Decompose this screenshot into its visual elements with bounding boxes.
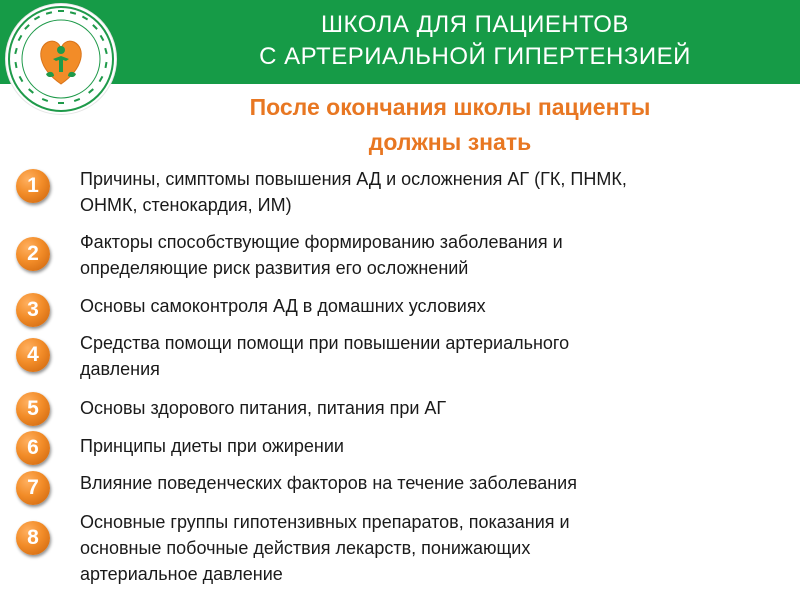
number-badge: 4 xyxy=(16,338,50,372)
list-item-text xyxy=(80,330,780,382)
list-item-text-line: Причины, симптомы повышения АД и осложнения АГ (ГК, ПНМК, xyxy=(80,169,627,189)
list-item-text-line: артериальное давление xyxy=(80,564,283,584)
list-item-text-line: Влияние поведенческих факторов на течение заболевания xyxy=(80,473,577,493)
list-item-text xyxy=(80,229,780,281)
number-badge: 3 xyxy=(16,293,50,327)
list-item-text-line: Принципы диеты при ожирении xyxy=(80,436,344,456)
number-badge: 5 xyxy=(16,392,50,426)
list-item-text xyxy=(80,509,780,587)
list-item-text-line: Факторы способствующие формированию заболевания и xyxy=(80,232,563,252)
list-item-text xyxy=(80,166,780,218)
slide-title-line-1: ШКОЛА ДЛЯ ПАЦИЕНТОВ xyxy=(321,11,629,38)
slide-subtitle-line-1: После окончания школы пациенты xyxy=(249,94,651,120)
list-item-text-line: Основы самоконтроля АД в домашних условиях xyxy=(80,296,486,316)
list-item-text xyxy=(80,395,780,421)
list-item-text-line: ОНМК, стенокардия, ИМ) xyxy=(80,195,292,215)
slide-title-line-2: С АРТЕРИАЛЬНОЙ ГИПЕРТЕНЗИЕЙ xyxy=(259,43,691,70)
number-badge: 7 xyxy=(16,471,50,505)
list-item-text-line: Средства помощи помощи при повышении артериального xyxy=(80,333,570,353)
list-item-text-line: определяющие риск развития его осложнений xyxy=(80,258,469,278)
list-item-text-line: основные побочные действия лекарств, понижающих xyxy=(80,538,531,558)
number-badge: 6 xyxy=(16,431,50,465)
list-item-text xyxy=(80,293,780,319)
list-item-text-line: Основные группы гипотензивных препаратов, показания и xyxy=(80,512,570,532)
list-item-text xyxy=(80,433,780,459)
list-item-text xyxy=(80,470,780,496)
list-item-text-line: Основы здорового питания, питания при АГ xyxy=(80,398,447,418)
number-badge: 2 xyxy=(16,237,50,271)
number-badge: 8 xyxy=(16,521,50,555)
number-badge: 1 xyxy=(16,169,50,203)
list-item-text-line: давления xyxy=(80,359,160,379)
slide-subtitle-line-2: должны знать xyxy=(368,129,532,155)
